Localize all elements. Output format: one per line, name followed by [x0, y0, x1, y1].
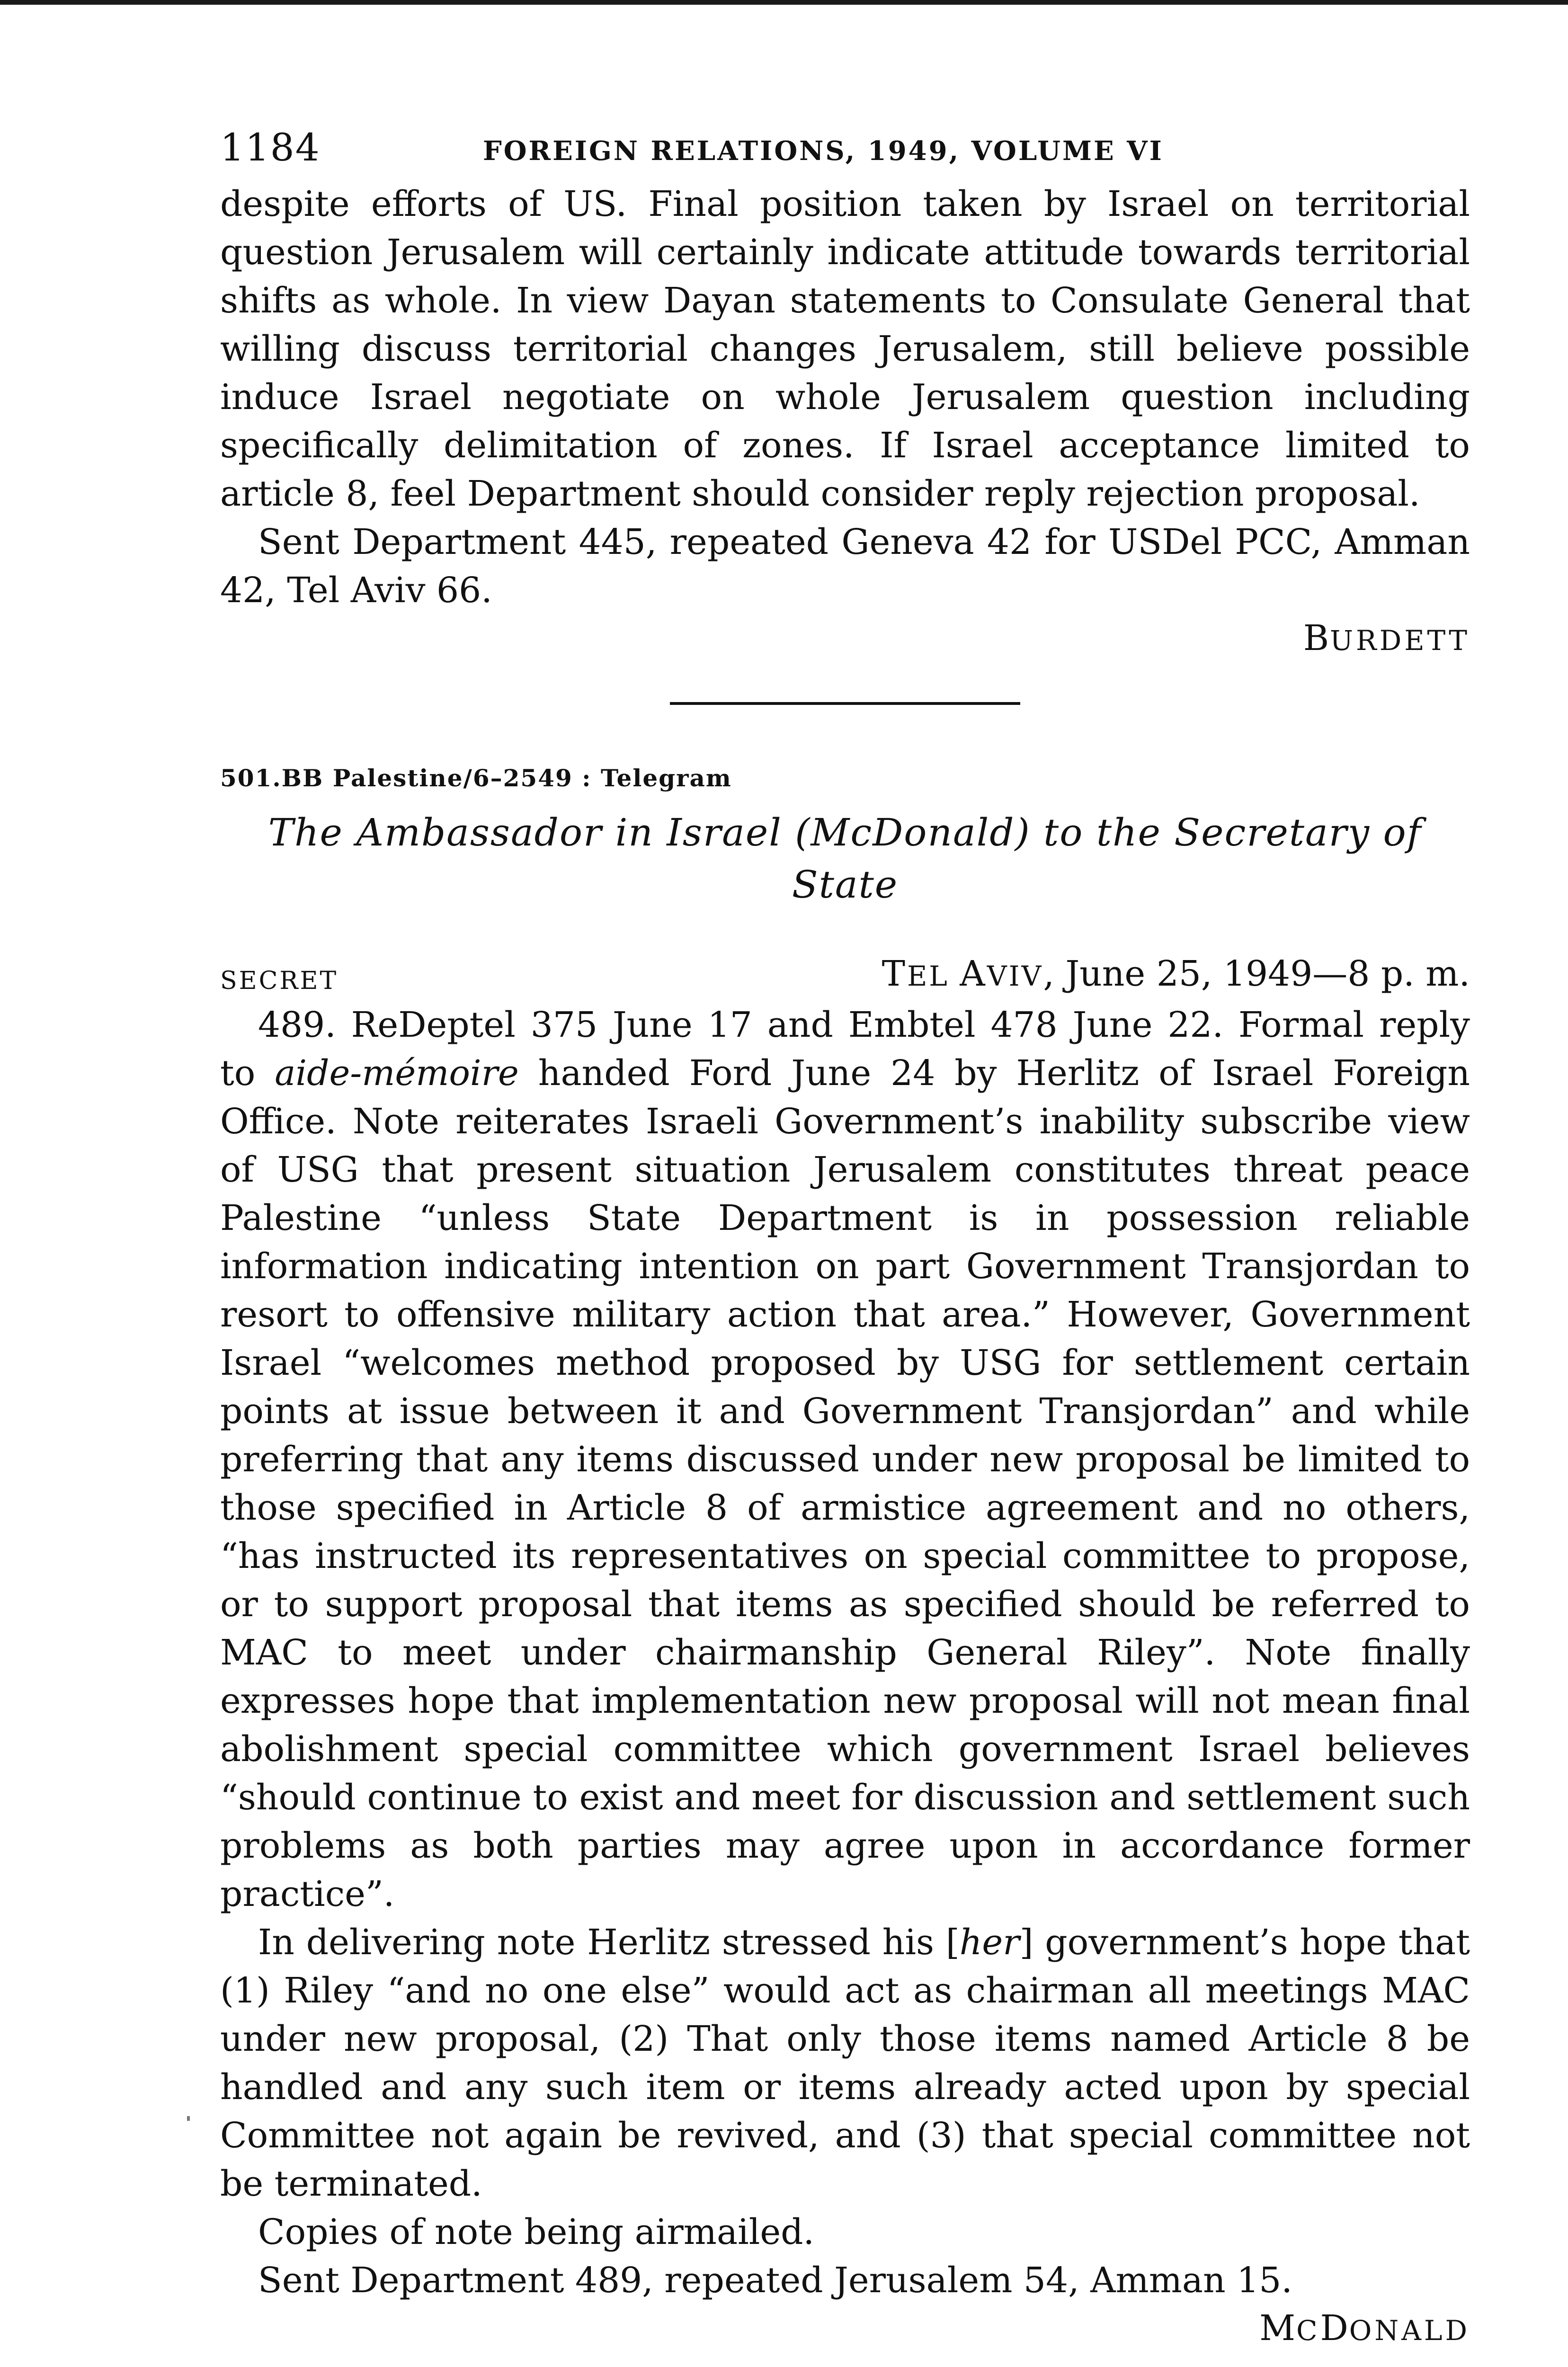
- signature-rest: URDETT: [1330, 624, 1470, 657]
- margin-speck: [187, 2116, 190, 2121]
- telegram-body: [220, 1001, 1470, 2305]
- document-page: [220, 118, 1470, 2354]
- telegram-paragraph: [220, 1001, 1470, 1918]
- italic-term: aide-mémoire: [275, 1053, 519, 1094]
- dateline-place-initial: A: [960, 953, 987, 994]
- dateline-place-initial: T: [882, 953, 907, 994]
- signature-rest: C: [1296, 2314, 1320, 2347]
- previous-document-text: [220, 180, 1470, 614]
- paragraph-text: 489. ReDeptel 375 June 17 and Embtel 478 June 22. Formal reply to: [220, 1005, 1470, 1094]
- paragraph-text: ] government’s hope that (1) Riley “and no one else” would act as chairman all meetings MAC under new proposal, (2) That only those items named Article 8 be handled and any such item or items already acted upon by special Committee not again be revived, and (3) that special committee not be terminated.: [220, 1922, 1470, 2204]
- prev-doc-signature: [220, 614, 1470, 664]
- dateline-date: , June 25, 1949—8 p. m.: [1043, 953, 1470, 994]
- telegram-signature: [220, 2305, 1470, 2354]
- dateline: [882, 953, 1470, 994]
- italic-term: her: [959, 1922, 1020, 1963]
- dateline-place-part: EL: [907, 960, 960, 992]
- section-divider: [670, 702, 1020, 705]
- document-heading: The Ambassador in Israel (McDonald) to the Secretary of State: [268, 810, 1422, 907]
- page-top-edge: [0, 0, 1568, 5]
- signature-initial: M: [1259, 2308, 1297, 2349]
- running-head: [220, 118, 1470, 180]
- telegram-paragraph: [220, 1918, 1470, 2208]
- running-title: FOREIGN RELATIONS, 1949, VOLUME VI: [483, 135, 1164, 167]
- signature-initial: D: [1320, 2308, 1349, 2349]
- telegram-paragraph: Copies of note being airmailed.: [258, 2212, 815, 2252]
- signature-rest: ONALD: [1349, 2314, 1470, 2347]
- telegram-paragraph: Sent Department 489, repeated Jerusalem 54, Amman 15.: [258, 2260, 1292, 2301]
- dateline-place-part: VIV: [987, 960, 1043, 992]
- prev-doc-paragraph: Sent Department 445, repeated Geneva 42 for USDel PCC, Amman 42, Tel Aviv 66.: [220, 522, 1470, 611]
- paragraph-text: handed Ford June 24 by Herlitz of Israel Foreign Office. Note reiterates Israeli Government’s inability subscribe view of USG that present situation Jerusalem constitutes threat peace Palestine “unless State Department is in possession reliable information indicating intention on part Government Transjordan to resort to offensive military action that area.” However, Government Israel “welcomes method proposed by USG for settlement certain points at issue between it and Government Transjordan” and while preferring that any items discussed under new proposal be limited to those specified in Article 8 of armistice agreement and no others, “has instructed its representatives on special committee to propose, or to support proposal that items as specified should be referred to MAC to meet under chairmanship General Riley”. Note finally expresses hope that implementation new proposal will not mean final abolishment special committee which government Israel believes “should continue to exist and meet for discussion and settlement such problems as both parties may agree upon in accordance former practice”.: [220, 1053, 1470, 1914]
- signature-initial: B: [1303, 618, 1330, 658]
- file-reference: 501.BB Palestine/6–2549 : Telegram: [220, 764, 732, 792]
- page-number: 1184: [220, 125, 321, 169]
- classification-label: SECRET: [220, 967, 339, 995]
- dateline-row: [220, 953, 1470, 1001]
- paragraph-text: In delivering note Herlitz stressed his [: [258, 1922, 960, 1963]
- prev-doc-paragraph: despite efforts of US. Final position taken by Israel on territorial question Jerusalem will certainly indicate attitude towards territorial shifts as whole. In view Dayan statements to Consulate General that willing discuss territorial changes Jerusalem, still believe possible induce Israel negotiate on whole Jerusalem question including specifically delimitation of zones. If Israel acceptance limited to article 8, feel Department should consider reply rejection proposal.: [220, 184, 1470, 514]
